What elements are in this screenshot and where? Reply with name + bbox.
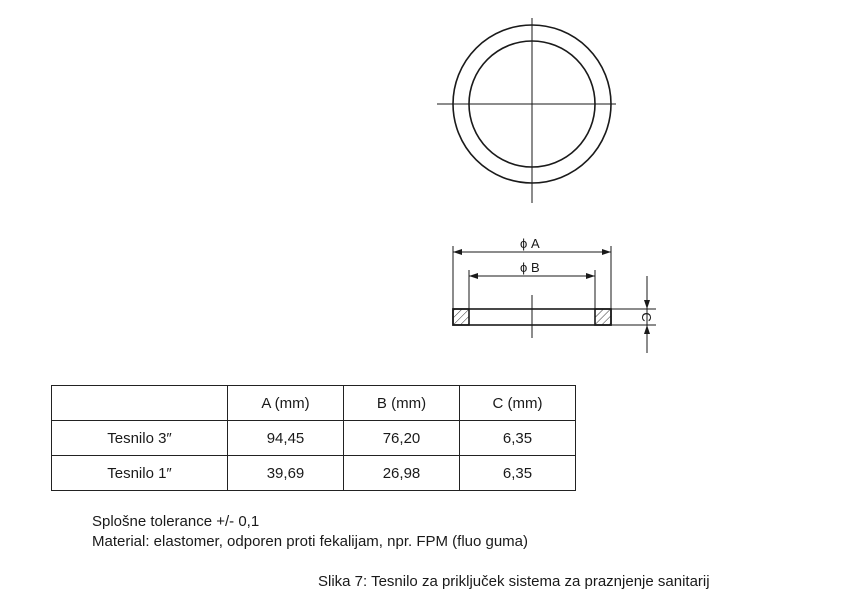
table-row [52, 421, 576, 456]
hatch-left [453, 309, 469, 325]
tolerance-note: Splošne tolerance +/- 0,1 [92, 513, 260, 530]
table-header-cell [52, 386, 228, 421]
dim-b-phi: ϕ [520, 260, 528, 275]
material-note: Material: elastomer, odporen proti fekalijam, npr. FPM (fluo guma) [92, 533, 529, 550]
gasket-top-view [437, 18, 616, 203]
table-header-cell: B (mm) [344, 386, 460, 421]
table-cell: 39,69 [228, 456, 344, 491]
dim-a-label: A [531, 236, 540, 251]
table-cell: 26,98 [344, 456, 460, 491]
table-cell: 6,35 [460, 456, 576, 491]
dimensions-table [51, 385, 576, 491]
table-header-cell: A (mm) [228, 386, 344, 421]
table-cell: 76,20 [344, 421, 460, 456]
table-cell: 94,45 [228, 421, 344, 456]
figure-caption: Slika 7: Tesnilo za priključek sistema za praznjenje sanitarij [318, 573, 710, 590]
table-cell: Tesnilo 1″ [52, 456, 228, 491]
notes-block [92, 512, 528, 552]
dim-b-label: B [531, 260, 540, 275]
hatch-right [595, 309, 611, 325]
table-cell: Tesnilo 3″ [52, 421, 228, 456]
table-cell: 6,35 [460, 421, 576, 456]
dim-a-phi: ϕ [520, 236, 528, 251]
gasket-section-view [453, 236, 656, 353]
table-row [52, 456, 576, 491]
dim-c-label: C [639, 312, 654, 322]
table-header-cell: C (mm) [460, 386, 576, 421]
table-header-row [52, 386, 576, 421]
